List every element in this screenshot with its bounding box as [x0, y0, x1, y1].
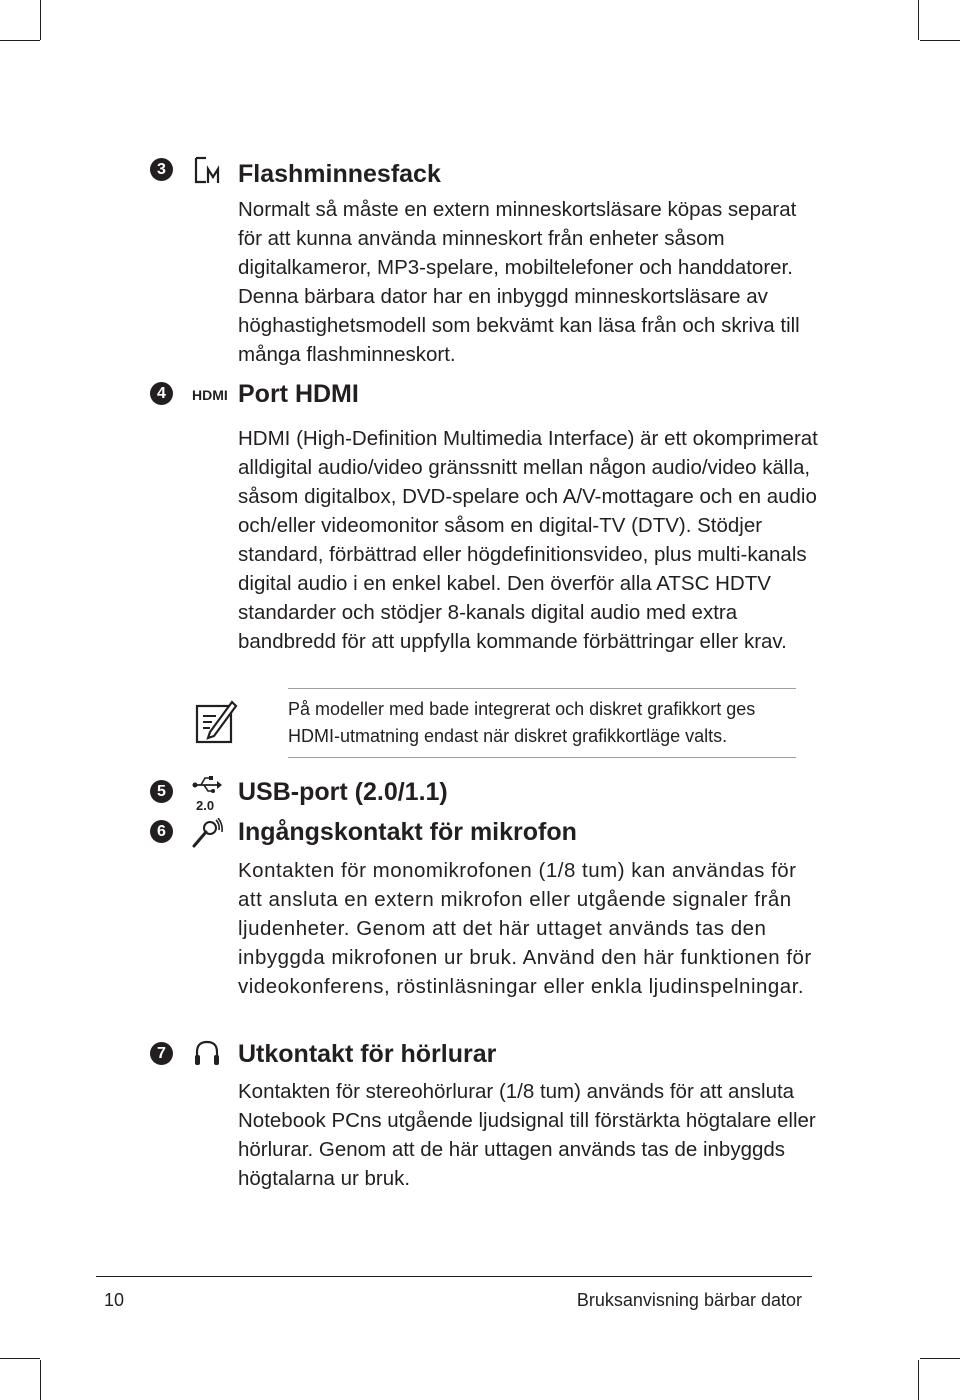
crop-mark	[920, 1358, 960, 1359]
usb-icon	[192, 774, 222, 813]
note-text: På modeller med bade integrerat och diskret grafikkort ges HDMI-utmatning endast när diskret grafikkortläge valts.	[288, 699, 756, 746]
crop-mark	[0, 40, 40, 41]
section-title: Port HDMI	[238, 380, 359, 408]
section-body: HDMI (High-Definition Multimedia Interface) är ett okomprimerat alldigital audio/video gränssnitt mellan någon audio/video källa, såsom digitalbox, DVD-spelare och A/V-mottagare och en audio och/eller videomonitor såsom en digital-TV (DTV). Stödjer standard, förbättrad eller högdefinitionsvideo, plus multi-kanals digital audio i en enkel kabel. Den överför alla ATSC HDTV standarder och stödjer 8-kanals digital audio med extra bandbredd för att uppfylla kommande förbättringar eller krav.	[238, 427, 818, 653]
footer-divider	[96, 1276, 812, 1277]
section-title: Ingångskontakt för mikrofon	[238, 818, 577, 846]
note-pencil-icon	[194, 694, 238, 749]
usb-version-label: 2.0	[196, 798, 215, 813]
page-number: 10	[104, 1290, 125, 1310]
section-title: Flashminnesfack	[238, 160, 441, 188]
footer-doc-title: Bruksanvisning bärbar dator	[576, 1290, 802, 1310]
note-box	[194, 688, 834, 758]
section-title: Utkontakt för hörlurar	[238, 1040, 497, 1068]
microphone-icon	[192, 818, 224, 853]
section-number: 6	[150, 820, 173, 843]
section-body: Kontakten för stereohörlurar (1/8 tum) används för att ansluta Notebook PCns utgående ljudsignal till förstärkta högtalare eller hörlurar. Genom att de här uttagen används tas de inbyggds högtalarna ur bruk.	[238, 1080, 816, 1190]
note-divider-top	[288, 688, 796, 689]
crop-mark	[40, 1360, 41, 1400]
note-divider-bottom	[288, 757, 796, 758]
crop-mark	[918, 0, 919, 40]
section-body: Normalt så måste en extern minneskortsläsare köpas separat för att kunna använda minneskort från enheter såsom digitalkameror, MP3-spelare, mobiltelefoner och handdatorer. Denna bärbara dator har en inbyggd minneskortsläsare av höghastighetsmodell som bekvämt kan läsa från och skriva till många flashminneskort.	[238, 198, 800, 366]
section-title: USB-port (2.0/1.1)	[238, 778, 448, 806]
section-number: 7	[150, 1042, 173, 1065]
crop-mark	[920, 40, 960, 41]
section-number: 4	[150, 382, 173, 405]
crop-mark	[918, 1360, 919, 1400]
section-number: 5	[150, 780, 173, 803]
memory-card-icon	[192, 156, 228, 191]
section-number: 3	[150, 158, 173, 181]
crop-mark	[0, 1358, 40, 1359]
headphone-icon	[192, 1038, 222, 1073]
hdmi-icon: HDMI	[192, 387, 228, 403]
section-body: Kontakten för monomikrofonen (1/8 tum) kan användas för att ansluta en extern mikrofon eller utgående signaler från ljudenheter. Genom att det här uttaget används tas den inbyggda mikrofonen ur bruk. Använd den här funktionen för videokonferens, röstinläsningar eller enkla ljudinspelningar.	[238, 859, 812, 998]
crop-mark	[40, 0, 41, 40]
